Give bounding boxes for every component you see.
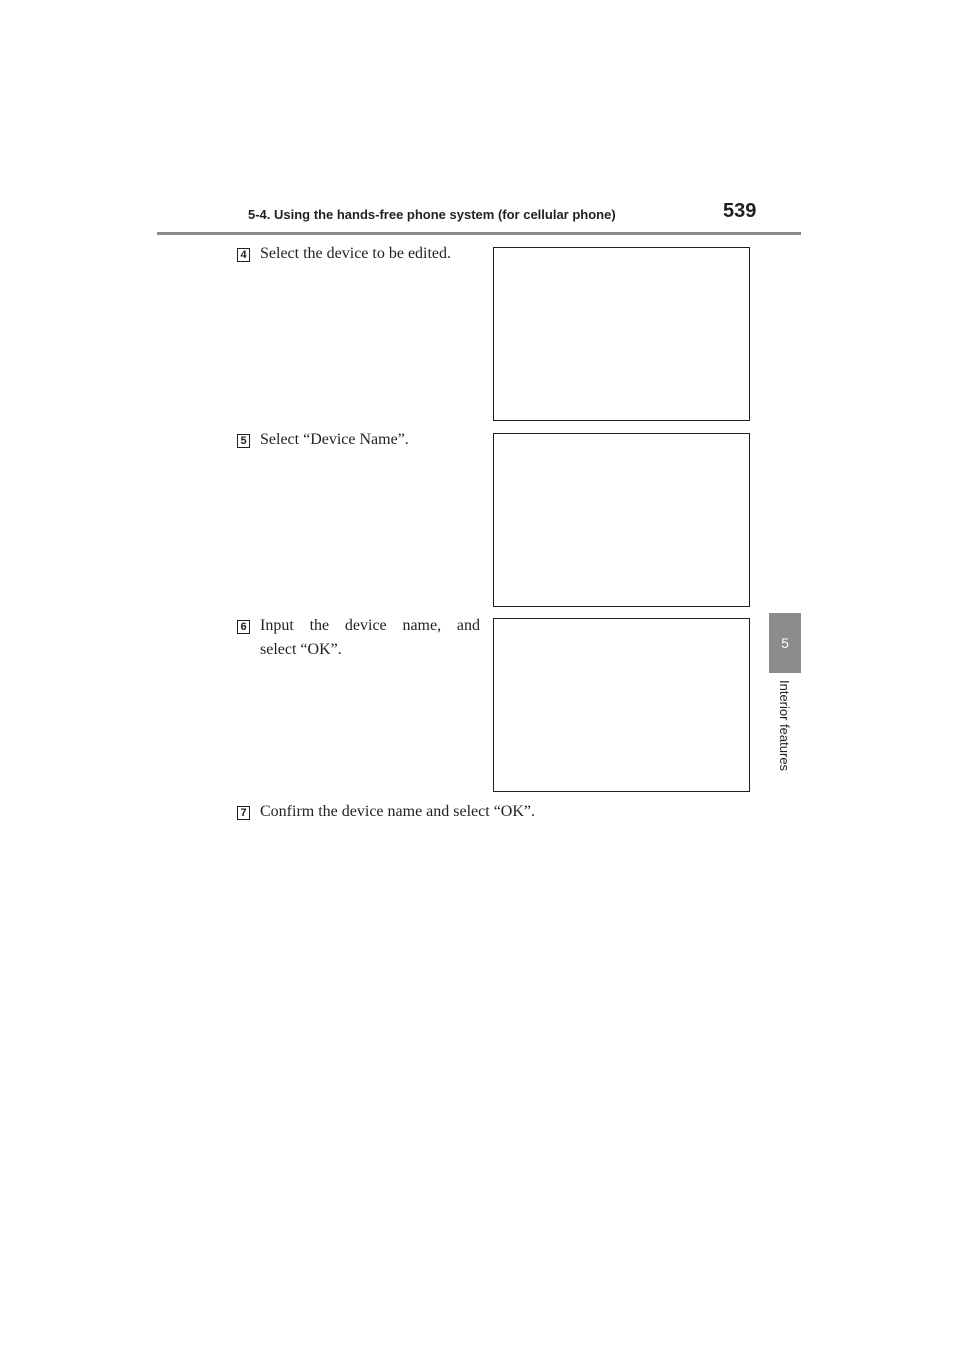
step-number-badge: 4 [237, 248, 250, 262]
step-instruction: Confirm the device name and select “OK”. [260, 803, 535, 820]
step-instruction-line1: Input the device name, and [260, 617, 480, 634]
page-number: 539 [723, 200, 757, 222]
step-number-badge: 6 [237, 620, 250, 634]
step-instruction: Select “Device Name”. [260, 431, 409, 448]
step-instruction-line2: select “OK”. [260, 641, 342, 658]
step-number-badge: 7 [237, 806, 250, 820]
step-instruction: Select the device to be edited. [260, 245, 452, 262]
header-divider [157, 232, 801, 235]
chapter-tab [769, 613, 801, 673]
section-title: 5-4. Using the hands-free phone system (for cellular phone) [248, 207, 616, 222]
step-number-badge: 5 [237, 434, 250, 448]
chapter-label: Interior features [777, 680, 792, 772]
screenshot-placeholder [493, 618, 750, 792]
screenshot-placeholder [493, 433, 750, 607]
chapter-number: 5 [781, 635, 789, 651]
screenshot-placeholder [493, 247, 750, 421]
